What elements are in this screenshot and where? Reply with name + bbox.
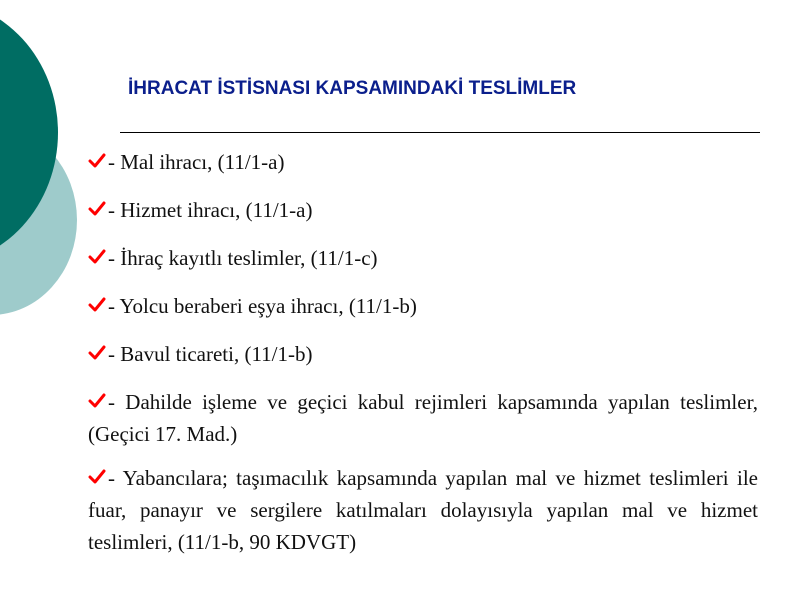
bullet-item [88,338,758,370]
bullet-text: - Hizmet ihracı, (11/1-a) [108,198,313,222]
bullet-text: - Mal ihracı, (11/1-a) [108,150,285,174]
checkmark-icon [88,200,106,218]
bullet-text: - Yabancılara; taşımacılık kapsamında yapılan mal ve hizmet teslimleri ile fuar, panayır ve sergilere katılmaları dolayısıyla yapılan mal ve hizmet teslimleri, (11/1-b, 90 KDVGT) [88,466,758,554]
checkmark-icon [88,248,106,266]
bullet-item [88,194,758,226]
checkmark-icon [88,344,106,362]
bullet-text: - Dahilde işleme ve geçici kabul rejimleri kapsamında yapılan teslimler, (Geçici 17. Mad.) [88,390,758,446]
checkmark-icon [88,468,106,486]
checkmark-icon [88,392,106,410]
bullet-item [88,462,758,558]
checkmark-icon [88,296,106,314]
title-underline [120,132,760,133]
bullet-item [88,386,758,450]
slide-title: İHRACAT İSTİSNASI KAPSAMINDAKİ TESLİMLER [128,78,577,99]
bullet-item [88,242,758,274]
bullet-item [88,290,758,322]
bullet-text: - İhraç kayıtlı teslimler, (11/1-c) [108,246,378,270]
bullet-text: - Yolcu beraberi eşya ihracı, (11/1-b) [108,294,417,318]
bullet-text: - Bavul ticareti, (11/1-b) [108,342,313,366]
bullet-list [88,146,758,570]
checkmark-icon [88,152,106,170]
bullet-item [88,146,758,178]
